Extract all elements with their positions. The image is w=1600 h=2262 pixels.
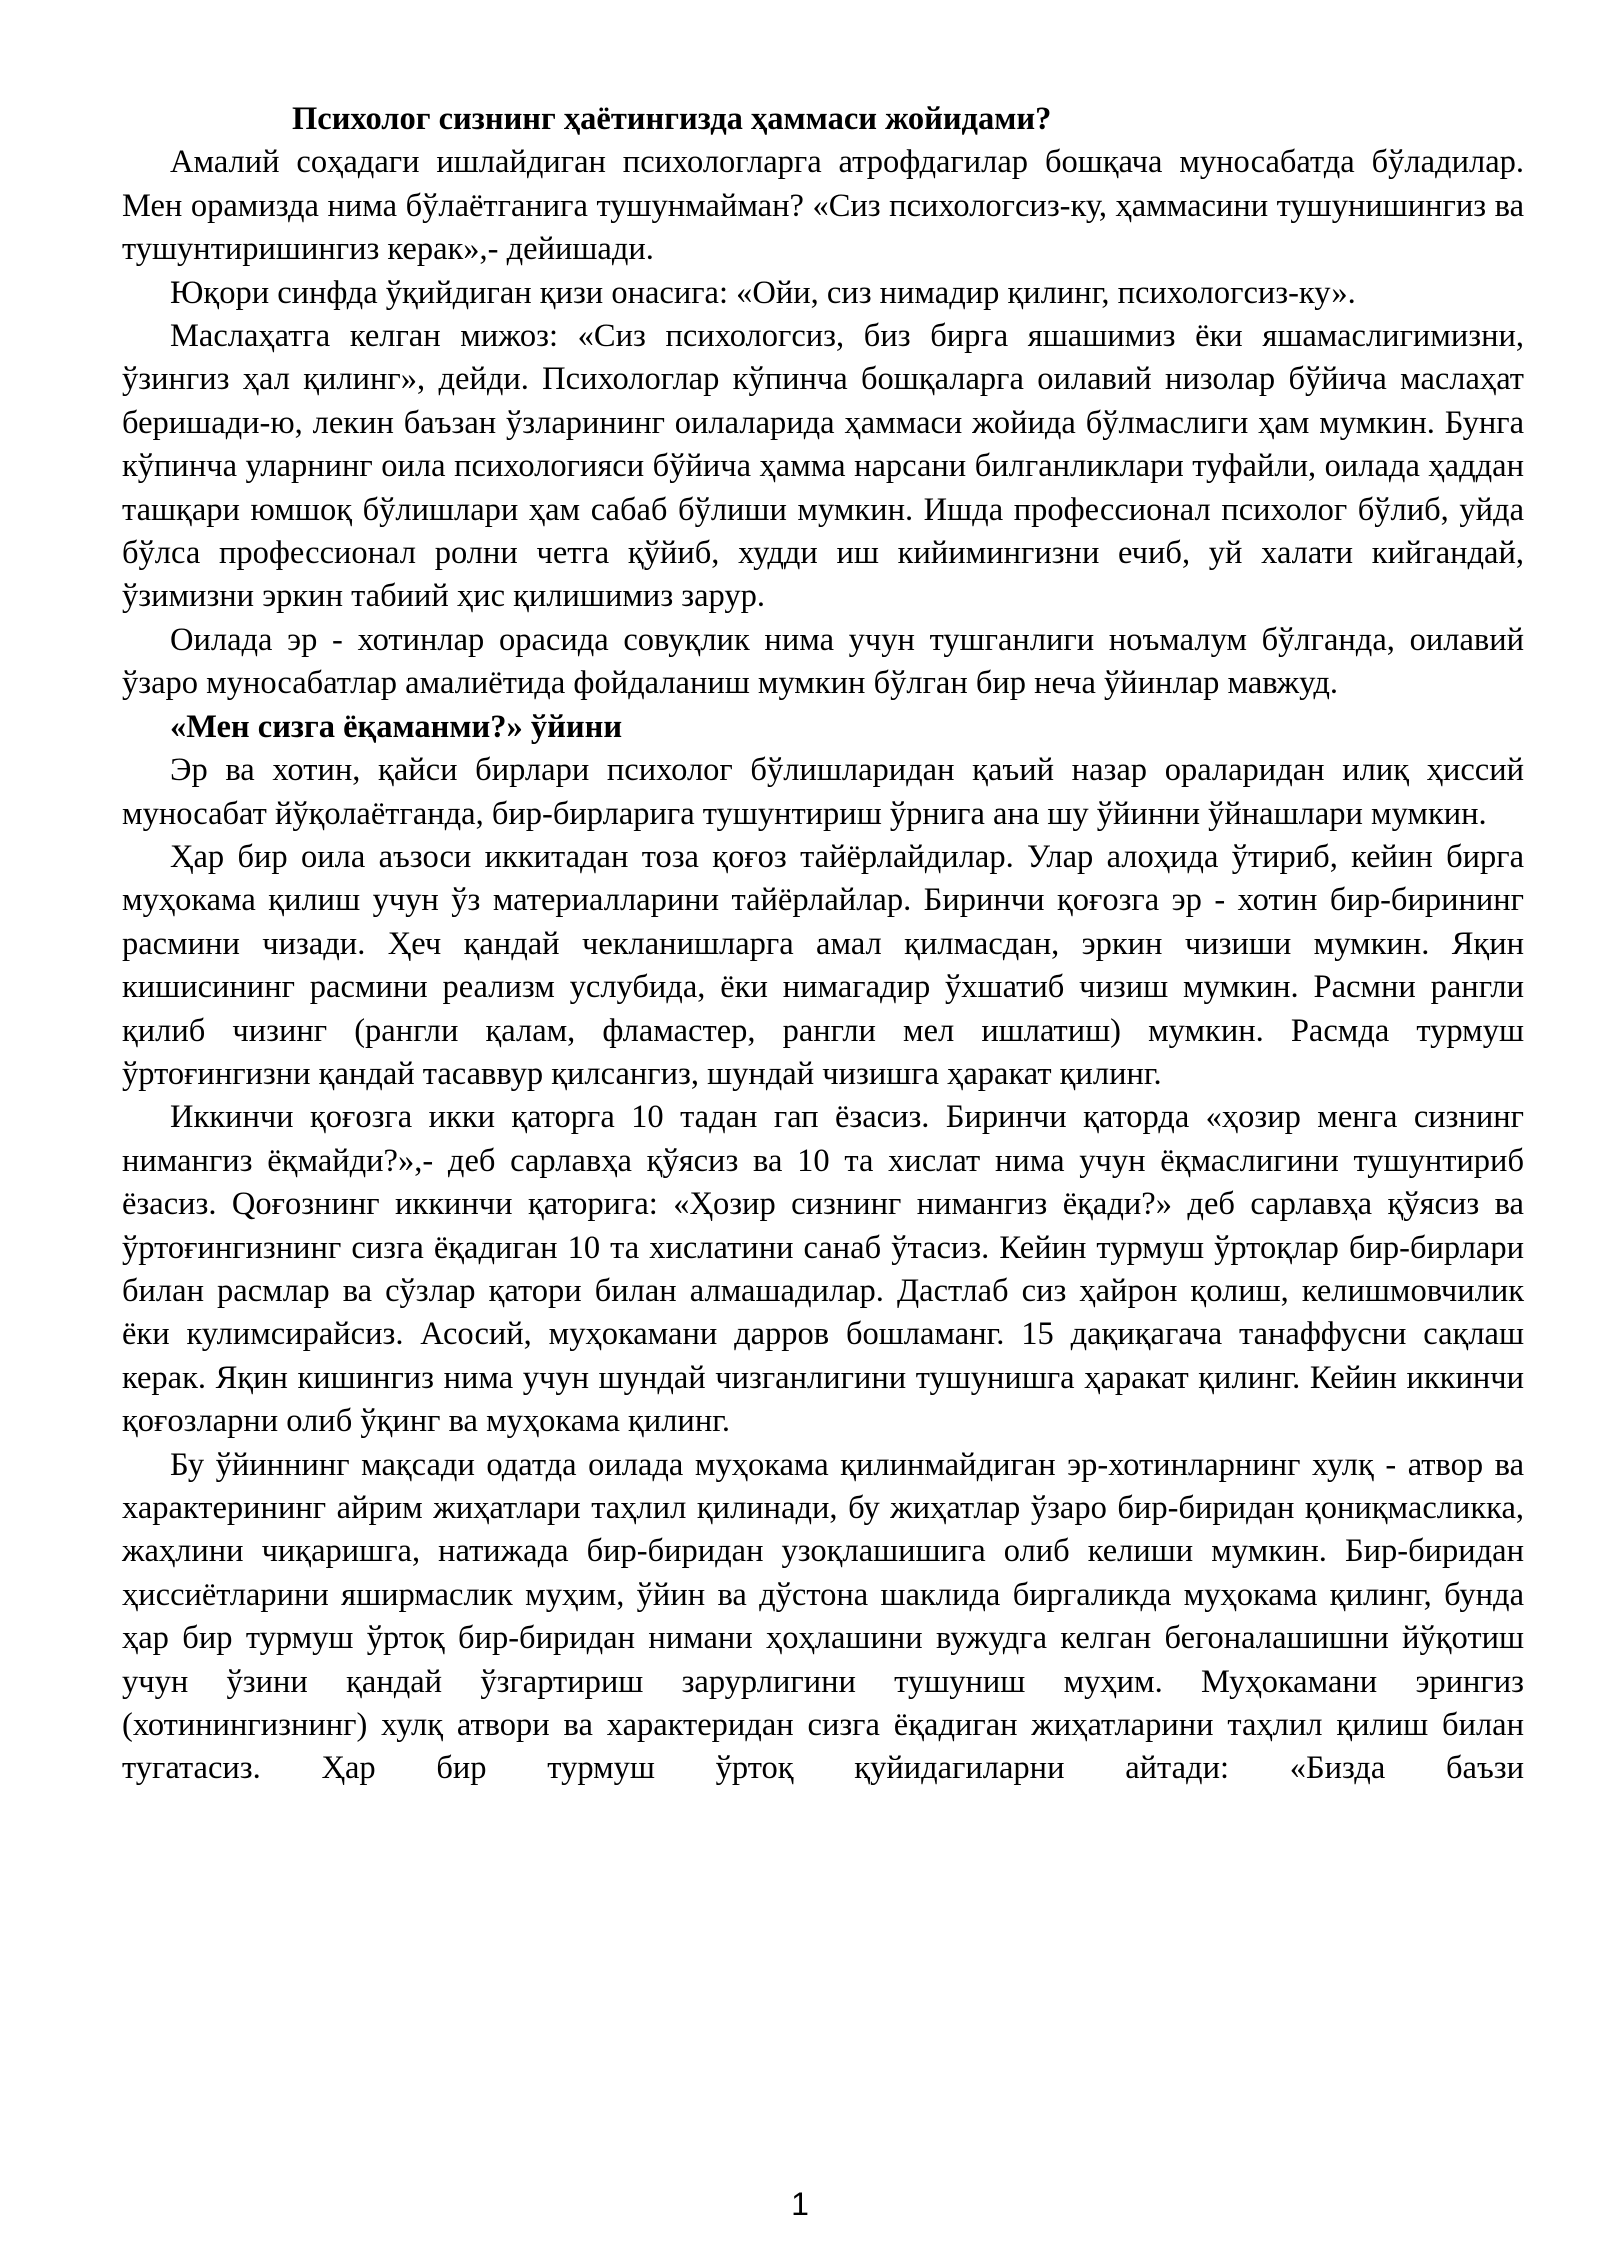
document-body — [122, 98, 1524, 1791]
paragraph: Эр ва хотин, қайси бирлари психолог бўлишларидан қаъий назар ораларидан илиқ ҳиссий муносабат йўқолаётганда, бир-бирларига тушунтириш ўрнига ана шу ўйинни ўйнашлари мумкин. — [122, 752, 1524, 832]
paragraph: Амалий соҳадаги ишлайдиган психологларга атрофдагилар бошқача муносабатда бўладилар. Мен орамизда нима бўлаётганига тушунмайман? «Сиз психологсиз-ку, ҳаммасини тушунишингиз ва тушунтиришингиз керак»,- дейишади. — [122, 144, 1524, 268]
paragraph: Иккинчи қоғозга икки қаторга 10 тадан гап ёзасиз. Биринчи қаторда «ҳозир менга сизнинг нимангиз ёқмайди?»,- деб сарлавҳа қўясиз ва 10 та хислат нима учун ёқмаслигини тушунтириб ёзасиз. Qоғознинг иккинчи қаторига: «Ҳозир сизнинг нимангиз ёқади?» деб сарлавҳа қўясиз ва ўртоғингизнинг сизга ёқадиган 10 та хислатини санаб ўтасиз. Кейин турмуш ўртоқлар бир-бирлари билан расмлар ва сўзлар қатори билан алмашадилар. Дастлаб сиз ҳайрон қолиш, келишмовчилик ёки кулимсирайсиз. Асосий, муҳокамани дарров бошламанг. 15 дақиқагача танаффусни сақлаш керак. Яқин кишингиз нима учун шундай чизганлигини тушунишга ҳаракат қилинг. Кейин иккинчи қоғозларни олиб ўқинг ва муҳокама қилинг. — [122, 1099, 1524, 1440]
paragraph: Маслаҳатга келган мижоз: «Сиз психологсиз, биз бирга яшашимиз ёки яшамаслигимизни, ўзингиз ҳал қилинг», дейди. Психологлар кўпинча бошқаларга оилавий низолар бўйича маслаҳат беришади-ю, лекин баъзан ўзларининг оилаларида ҳаммаси жойида бўлмаслиги ҳам мумкин. Бунга кўпинча уларнинг оила психологияси бўйича ҳамма нарсани билганликлари туфайли, оилада ҳаддан ташқари юмшоқ бўлишлари ҳам сабаб бўлиши мумкин. Ишда профессионал психолог бўлиб, уйда бўлса профессионал ролни четга қўйиб, худди иш кийимингизни ечиб, уй халати кийгандай, ўзимизни эркин табиий ҳис қилишимиз зарур. — [122, 318, 1524, 615]
paragraph: Юқори синфда ўқийдиган қизи онасига: «Ойи, сиз нимадир қилинг, психологсиз-ку». — [170, 274, 1356, 311]
paragraph: Оилада эр - хотинлар орасида совуқлик нима учун тушганлиги ноъмалум бўлганда, оилавий ўзаро муносабатлар амалиётида фойдаланиш мумкин бўлган бир неча ўйинлар мавжуд. — [122, 621, 1524, 702]
document-title: Психолог сизнинг ҳаётингизда ҳаммаси жойидами? — [292, 101, 1052, 137]
page-number: 1 — [791, 2186, 809, 2222]
paragraph: Бу ўйиннинг мақсади одатда оилада муҳокама қилинмайдиган эр-хотинларнинг хулқ - атвор ва характерининг айрим жиҳатлари таҳлил қилинади, бу жиҳатлар ўзаро бир-биридан қониқмасликка, жаҳлини чиқаришга, натижада бир-биридан узоқлашишига олиб келиши мумкин. Бир-биридан ҳиссиётларини яширмаслик муҳим, ўйин ва дўстона шаклида биргаликда муҳокама қилинг, бунда ҳар бир турмуш ўртоқ бир-биридан нимани ҳоҳлашини вужудга келган бегоналашишни йўқотиш учун ўзини қандай ўзгартириш зарурлигини тушуниш муҳим. Муҳокамани эрингиз (хотинингизнинг) хулқ атвори ва характеридан сизга ёқадиган жиҳатларини таҳлил қилиш билан тугатасиз. Ҳар бир турмуш ўртоқ қуйидагиларни айтади: «Бизда баъзи — [122, 1446, 1524, 1787]
section-heading: «Мен сизга ёқаманми?» ўйини — [170, 708, 623, 745]
paragraph: Ҳар бир оила аъзоси иккитадан тоза қоғоз тайёрлайдилар. Улар алоҳида ўтириб, кейин бирга муҳокама қилиш учун ўз материалларини тайёрлайлар. Биринчи қоғозга эр - хотин бир-бирининг расмини чизади. Ҳеч қандай чекланишларга амал қилмасдан, эркин чизиши мумкин. Яқин кишисининг расмини реализм услубида, ёки нимагадир ўхшатиб чизиш мумкин. Расмни рангли қилиб чизинг (рангли қалам, фламастер, рангли мел ишлатиш) мумкин. Расмда турмуш ўртоғингизни қандай тасаввур қилсангиз, шундай чизишга ҳаракат қилинг. — [122, 838, 1524, 1092]
